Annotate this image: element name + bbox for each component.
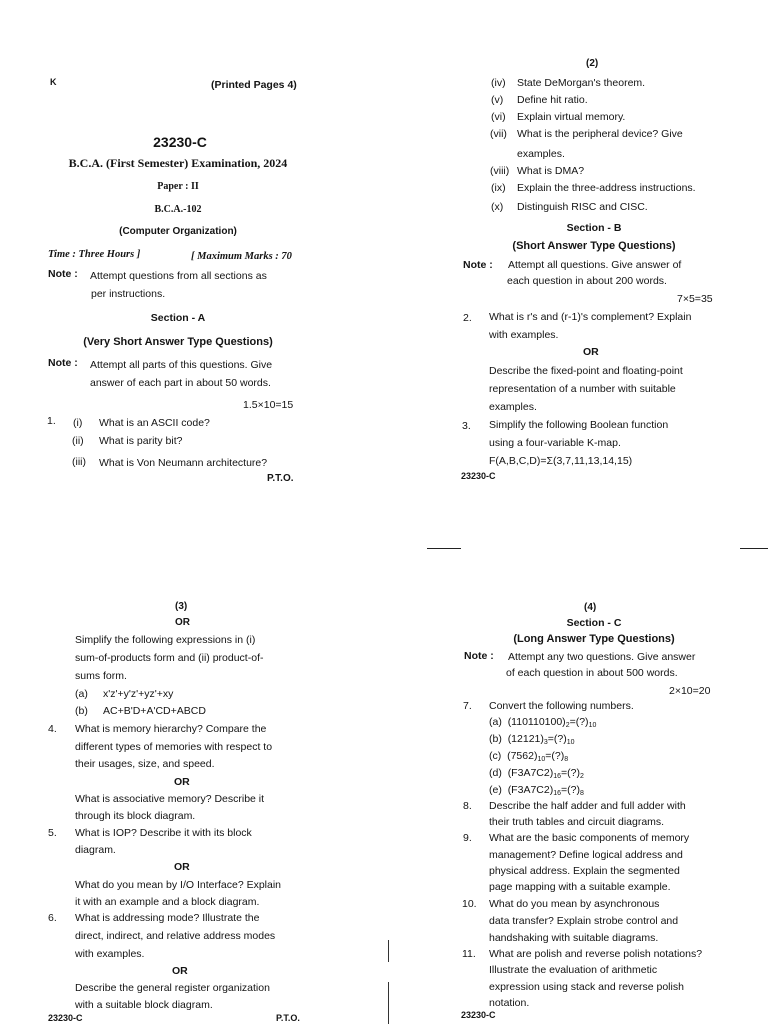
part-label: (viii) xyxy=(490,165,510,177)
or-divider: OR xyxy=(175,617,190,628)
number: (110110100) xyxy=(507,716,566,728)
conversion-item xyxy=(489,750,568,765)
question-text: different types of memories with respect to xyxy=(75,741,273,753)
target: =(?) xyxy=(561,784,580,796)
base-subscript: 16 xyxy=(553,790,561,797)
base-subscript: 10 xyxy=(537,756,546,763)
target: =(?) xyxy=(569,716,589,728)
question-text: Describe the half adder and full adder with xyxy=(489,800,686,812)
part-label: (vi) xyxy=(491,111,506,123)
part-text: What is the peripheral device? Give xyxy=(517,128,683,140)
part-text: What is an ASCII code? xyxy=(99,417,210,429)
part-label: (iii) xyxy=(72,456,86,468)
question-text: Simplify the following expressions in (i) xyxy=(75,634,256,646)
question-text: What do you mean by I/O Interface? Explain xyxy=(75,879,282,891)
question-text: Convert the following numbers. xyxy=(489,700,634,712)
question-text: Illustrate the evaluation of arithmetic xyxy=(489,964,658,976)
part-text: Explain the three-address instructions. xyxy=(517,182,696,194)
part-text: Define hit ratio. xyxy=(517,94,588,106)
paper-number: Paper : II xyxy=(157,181,199,192)
base-subscript: 16 xyxy=(553,773,561,780)
number: (F3A7C2) xyxy=(507,784,554,796)
note-line: answer of each part in about 50 words. xyxy=(90,377,271,389)
question-number: 5. xyxy=(48,827,57,839)
footer-code: 23230-C xyxy=(461,1010,496,1020)
question-text: using a four-variable K-map. xyxy=(489,437,621,449)
exam-title: B.C.A. (First Semester) Examination, 2024 xyxy=(68,156,288,170)
note-label: Note : xyxy=(48,268,78,280)
question-text: What is associative memory? Describe it xyxy=(75,793,265,805)
question-number: 10. xyxy=(462,898,477,910)
base-subscript: 2 xyxy=(579,773,584,780)
or-divider: OR xyxy=(172,965,188,977)
corner-mark: K xyxy=(50,77,57,87)
maximum-marks: [ Maximum Marks : 70 xyxy=(191,251,292,262)
part-label: (x) xyxy=(491,201,504,213)
base-subscript: 10 xyxy=(588,722,597,729)
conversion-item xyxy=(489,716,596,731)
part-text: Distinguish RISC and CISC. xyxy=(517,201,648,213)
part-label: (a) xyxy=(75,688,88,700)
page-number: (2) xyxy=(586,58,599,69)
target: =(?) xyxy=(545,750,565,762)
paper-code: 23230-C xyxy=(153,134,207,150)
boolean-function: F(A,B,C,D)=Σ(3,7,11,13,14,15) xyxy=(489,455,633,467)
footer-code: 23230-C xyxy=(48,1013,83,1023)
or-divider: OR xyxy=(583,346,599,358)
part-text: examples. xyxy=(517,148,565,160)
marks-distribution: 1.5×10=15 xyxy=(243,399,294,411)
part-label: (e) xyxy=(489,784,502,796)
expression: x'z'+y'z'+yz'+xy xyxy=(103,688,174,700)
part-label: (b) xyxy=(75,705,88,717)
note-line: Attempt all questions. Give answer of xyxy=(508,259,682,271)
question-text: What is memory hierarchy? Compare the xyxy=(75,723,267,735)
question-number: 2. xyxy=(463,312,472,324)
part-text: What is DMA? xyxy=(517,165,585,177)
question-text: What do you mean by asynchronous xyxy=(489,898,660,910)
part-text: What is parity bit? xyxy=(99,435,183,447)
question-text: with examples. xyxy=(489,329,559,341)
question-text: Simplify the following Boolean function xyxy=(489,419,669,431)
question-text: through its block diagram. xyxy=(75,810,196,822)
marks-distribution: 2×10=20 xyxy=(669,685,711,697)
page-number: (3) xyxy=(175,601,188,612)
question-number: 3. xyxy=(462,420,471,432)
pto-label: P.T.O. xyxy=(267,473,294,484)
question-text: diagram. xyxy=(75,844,116,856)
question-text: direct, indirect, and relative address modes xyxy=(75,930,276,942)
note-line: Attempt any two questions. Give answer xyxy=(508,651,696,663)
base-subscript: 8 xyxy=(564,756,569,763)
question-text: notation. xyxy=(489,997,530,1009)
section-heading: Section - A xyxy=(150,312,206,324)
question-text: examples. xyxy=(489,401,537,413)
question-text: Describe the general register organization xyxy=(75,982,270,994)
question-text: data transfer? Explain strobe control and xyxy=(489,915,679,927)
part-label: (b) xyxy=(489,733,502,745)
note-label: Note : xyxy=(463,259,493,271)
question-text: Describe the fixed-point and floating-point xyxy=(489,365,683,377)
question-text: management? Define logical address and xyxy=(489,849,683,861)
subject-name: (Computer Organization) xyxy=(119,226,237,237)
part-label: (ix) xyxy=(491,182,506,194)
base-subscript: 2 xyxy=(565,722,570,729)
footer-code: 23230-C xyxy=(461,471,496,481)
base-subscript: 10 xyxy=(566,739,575,746)
question-text: sum-of-products form and (ii) product-of- xyxy=(75,652,264,664)
question-text: it with an example and a block diagram. xyxy=(75,896,260,908)
part-text: State DeMorgan's theorem. xyxy=(517,77,646,89)
time-allowed: Time : Three Hours ] xyxy=(48,249,141,260)
question-number: 8. xyxy=(463,800,472,812)
conversion-item xyxy=(489,784,584,799)
conversion-item xyxy=(489,733,575,748)
part-label: (iv) xyxy=(491,77,506,89)
pto-label: P.T.O. xyxy=(276,1013,300,1023)
number: (F3A7C2) xyxy=(507,767,554,779)
printed-pages: (Printed Pages 4) xyxy=(211,79,297,91)
or-divider: OR xyxy=(174,776,190,788)
question-number: 7. xyxy=(463,700,472,712)
question-text: physical address. Explain the segmented xyxy=(489,865,680,877)
conversion-item xyxy=(489,767,584,782)
part-text: Explain virtual memory. xyxy=(517,111,626,123)
question-number: 11. xyxy=(462,948,476,960)
question-text: expression using stack and reverse polish xyxy=(489,981,684,993)
question-text: sums form. xyxy=(75,670,127,682)
note-line: each question in about 200 words. xyxy=(507,275,667,287)
question-text: their usages, size, and speed. xyxy=(75,758,215,770)
section-heading: Section - C xyxy=(566,617,622,629)
question-number: 4. xyxy=(48,723,57,735)
note-line: per instructions. xyxy=(91,288,166,300)
note-label: Note : xyxy=(48,357,78,369)
target: =(?) xyxy=(547,733,567,745)
question-number: 1. xyxy=(47,415,56,427)
section-type: (Long Answer Type Questions) xyxy=(513,633,675,645)
note-line: of each question in about 500 words. xyxy=(506,667,678,679)
question-text: What are polish and reverse polish notations? xyxy=(489,948,703,960)
question-text: What is addressing mode? Illustrate the xyxy=(75,912,260,924)
note-label: Note : xyxy=(464,650,494,662)
question-text: with examples. xyxy=(75,948,145,960)
question-text: What is IOP? Describe it with its block xyxy=(75,827,252,839)
part-label: (c) xyxy=(489,750,502,762)
base-subscript: 3 xyxy=(543,739,548,746)
part-label: (v) xyxy=(491,94,504,106)
question-text: their truth tables and circuit diagrams. xyxy=(489,816,665,828)
part-label: (d) xyxy=(489,767,502,779)
section-type: (Short Answer Type Questions) xyxy=(512,240,676,252)
note-line: Attempt all parts of this questions. Give xyxy=(90,359,273,371)
number: (7562) xyxy=(507,750,538,762)
section-type: (Very Short Answer Type Questions) xyxy=(83,336,273,348)
section-heading: Section - B xyxy=(566,222,622,234)
part-label: (vii) xyxy=(490,128,507,140)
question-number: 9. xyxy=(463,832,472,844)
question-text: with a suitable block diagram. xyxy=(75,999,213,1011)
page-number: (4) xyxy=(584,602,597,613)
question-text: representation of a number with suitable xyxy=(489,383,676,395)
question-text: What is r's and (r-1)'s complement? Explain xyxy=(489,311,692,323)
expression: AC+B'D+A'CD+ABCD xyxy=(103,705,206,717)
note-line: Attempt questions from all sections as xyxy=(90,270,267,282)
question-text: page mapping with a suitable example. xyxy=(489,881,671,893)
target: =(?) xyxy=(561,767,580,779)
or-divider: OR xyxy=(174,861,190,873)
part-label: (i) xyxy=(73,417,83,429)
part-label: (a) xyxy=(489,716,502,728)
part-text: What is Von Neumann architecture? xyxy=(99,457,268,469)
question-text: handshaking with suitable diagrams. xyxy=(489,932,659,944)
course-code: B.C.A.-102 xyxy=(154,204,202,215)
question-number: 6. xyxy=(48,912,57,924)
marks-distribution: 7×5=35 xyxy=(677,293,713,305)
base-subscript: 8 xyxy=(579,790,584,797)
part-label: (ii) xyxy=(72,435,84,447)
number: (12121) xyxy=(507,733,544,745)
question-text: What are the basic components of memory xyxy=(489,832,690,844)
